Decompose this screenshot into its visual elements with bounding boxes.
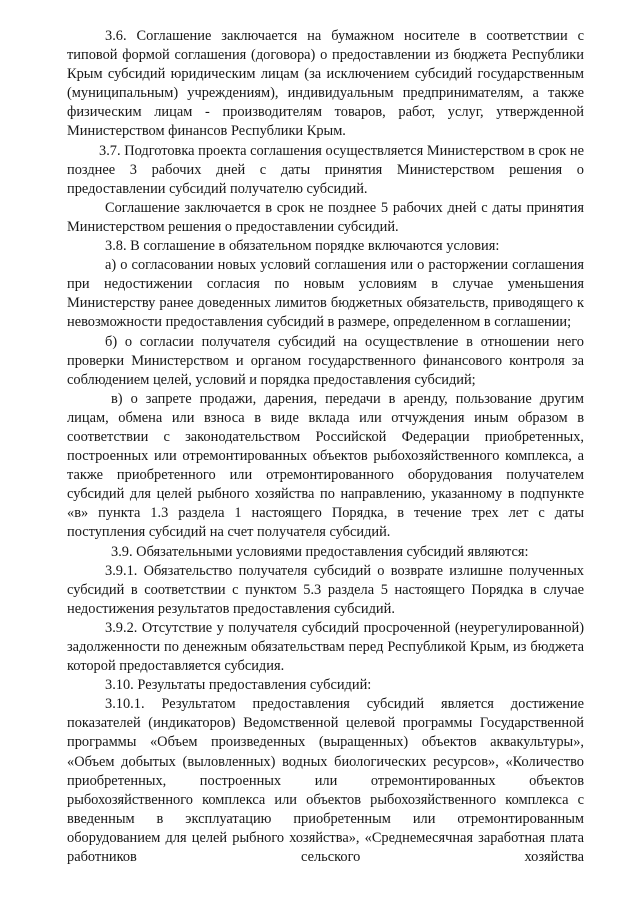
paragraph-3-9-2: 3.9.2. Отсутствие у получателя субсидий просроченной (неурегулированной) задолженности по денежным обязательствам перед Республикой Крым, из бюджета которой предоставляется субсидия. xyxy=(67,619,584,675)
paragraph-3-9: 3.9. Обязательными условиями предоставления субсидий являются: xyxy=(111,543,529,560)
paragraph-3-8-c: в) о запрете продажи, дарения, передачи в аренду, пользование другим лицам, обмена или взноса в виде вклада или отчуждения иным образом в соответствии с законодательством Российской Федерации приобретенных, построенных или отремонтированных объектов рыбохозяйственного комплекса, а также приобретенного или отремонтированного оборудования получателем субсидий для целей рыбного хозяйства по направлению, указанному в подпункте «в» пункта 1.3 раздела 1 настоящего Порядка, в течение трех лет с даты поступления субсидий на счет получателя субсидий. xyxy=(67,390,584,541)
paragraph-3-6: 3.6. Соглашение заключается на бумажном носителе в соответствии с типовой формой соглашения (договора) о предоставлении из бюджета Республики Крым субсидий юридическим лицам (за исключением субсидий государственным (муниципальным) учреждениям), индивидуальным предпринимателям, а также физическим лицам - производителям товаров, работ, услуг, утвержденной Министерством финансов Республики Крым. xyxy=(67,28,584,140)
paragraph-3-7-agreement-term: Соглашение заключается в срок не позднее 5 рабочих дней с даты принятия Министерством решения о предоставлении субсидий. xyxy=(67,199,584,235)
paragraph-3-8-b: б) о согласии получателя субсидий на осуществление в отношении него проверки Министерством и органом государственного финансового контроля за соблюдением целей, условий и порядка предоставления субсидий; xyxy=(67,333,584,388)
paragraph-3-8: 3.8. В соглашение в обязательном порядке включаются условия: xyxy=(105,238,500,255)
paragraph-3-9-1: 3.9.1. Обязательство получателя субсидий о возврате излишне полученных субсидий в соответствии с пунктом 5.3 раздела 5 настоящего Порядка в случае недостижения результатов предоставления субсидий. xyxy=(67,562,584,617)
paragraph-3-10: 3.10. Результаты предоставления субсидий: xyxy=(105,677,372,694)
paragraph-3-8-a: а) о согласовании новых условий соглашения или о расторжении соглашения при недостижении согласия по новым условиям в случае уменьшения Министерству ранее доведенных лимитов бюджетных обязательств, приводящего к невозможности предоставления субсидий в размере, определенном в соглашении; xyxy=(67,257,584,331)
paragraph-3-7: 3.7. Подготовка проекта соглашения осуществляется Министерством в срок не позднее 3 рабочих дней с даты принятия Министерством решения о предоставлении субсидий получателю субсидий. xyxy=(67,142,584,197)
paragraph-3-10-1: 3.10.1. Результатом предоставления субсидий является достижение показателей (индикаторов) Ведомственной целевой программы Государственной программы «Объем произведенных (выращенных) объектов аквакультуры», «Объем добытых (выловленных) водных биологических ресурсов», «Количество приобретенных, построенных или отремонтированных объектов рыбохозяйственного комплекса или объектов рыбохозяйственного комплекса с введенным в эксплуатацию приобретенным или отремонтированным оборудованием для целей рыбного хозяйства», «Среднемесячная заработная плата работников сельского хозяйства xyxy=(67,696,584,866)
